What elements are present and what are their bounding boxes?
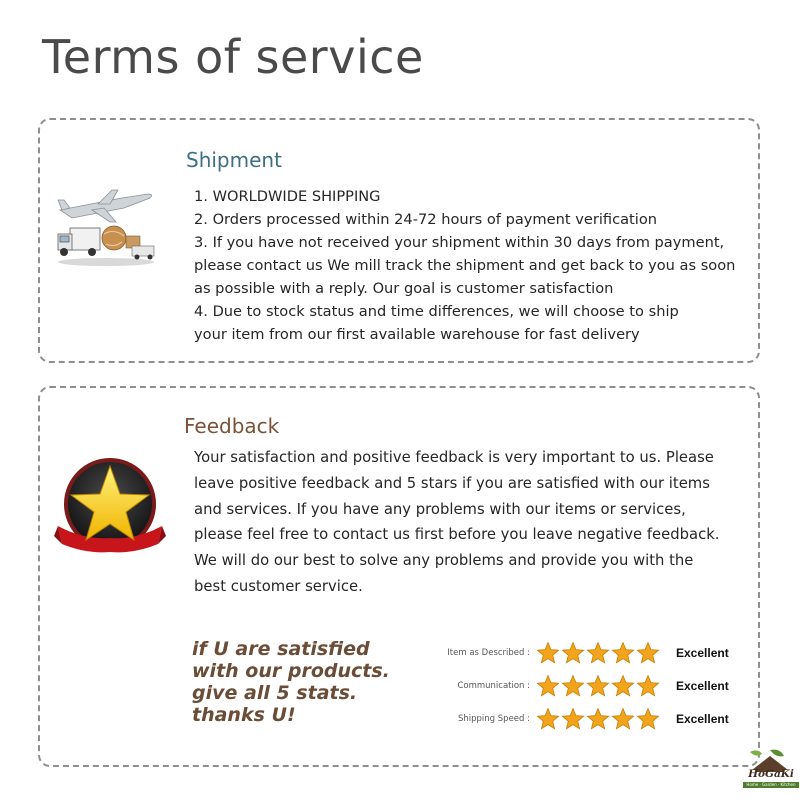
- star-icon: [586, 674, 610, 698]
- feedback-slogan: [192, 638, 390, 726]
- shipment-line: your item from our first available warehouse for fast delivery: [194, 326, 640, 343]
- rating-row-communication: [432, 669, 742, 702]
- slogan-line: with our products.: [192, 660, 390, 682]
- seller-ratings: [432, 636, 742, 735]
- slogan-line: thanks U!: [192, 704, 296, 726]
- shipment-line: 4. Due to stock status and time differences, we will choose to ship: [194, 303, 679, 320]
- rating-label: Communication :: [457, 680, 530, 691]
- star-icon: [636, 674, 660, 698]
- star-icon: [561, 674, 585, 698]
- rating-row-shipping-speed: [432, 702, 742, 735]
- rating-value: Excellent: [676, 678, 729, 693]
- feedback-line: please feel free to contact us first before you leave negative feedback.: [194, 526, 720, 544]
- slogan-line: give all 5 stats.: [192, 682, 358, 704]
- rating-row-item-as-described: [432, 636, 742, 669]
- feedback-line: Your satisfaction and positive feedback is very important to us. Please: [194, 449, 714, 466]
- star-icon: [536, 707, 560, 731]
- star-icon: [636, 707, 660, 731]
- rating-stars: [536, 707, 664, 731]
- star-icon: [611, 641, 635, 665]
- rating-value: Excellent: [676, 711, 729, 726]
- shipment-section: [38, 118, 760, 363]
- feedback-paragraph: [194, 445, 734, 600]
- star-icon: [586, 707, 610, 731]
- page-title: Terms of service: [42, 30, 424, 84]
- shipment-line: please contact us We mill track the shipment and get back to you as soon: [194, 257, 736, 274]
- feedback-title: Feedback: [184, 414, 280, 438]
- shipment-line: 3. If you have not received your shipment within 30 days from payment,: [194, 234, 725, 251]
- shipping-transport-icon: [52, 188, 158, 268]
- shipment-line: 1. WORLDWIDE SHIPPING: [194, 188, 381, 205]
- brand-tagline: Home · Garden · Kitchen: [743, 782, 799, 788]
- shipment-line: as possible with a reply. Our goal is customer satisfaction: [194, 280, 614, 297]
- star-icon: [536, 641, 560, 665]
- star-icon: [536, 674, 560, 698]
- shipment-line: 2. Orders processed within 24-72 hours of payment verification: [194, 211, 657, 228]
- shipment-title: Shipment: [186, 148, 282, 172]
- star-icon: [611, 674, 635, 698]
- feedback-section: [38, 386, 760, 767]
- rating-stars: [536, 674, 664, 698]
- rating-value: Excellent: [676, 645, 729, 660]
- slogan-line: if U are satisfied: [192, 638, 370, 660]
- feedback-line: and services. If you have any problems with our items or services,: [194, 500, 686, 518]
- star-icon: [586, 641, 610, 665]
- feedback-line: We will do our best to solve any problems and provide you with the: [194, 552, 694, 570]
- star-icon: [561, 641, 585, 665]
- star-icon: [561, 707, 585, 731]
- brand-name: HoGaKi: [748, 768, 794, 780]
- star-icon: [636, 641, 660, 665]
- shipment-terms-list: [194, 185, 754, 346]
- rating-label: Shipping Speed :: [458, 713, 530, 724]
- feedback-line: leave positive feedback and 5 stars if you are satisfied with our items: [194, 474, 710, 492]
- gold-star-badge-icon: [54, 454, 166, 566]
- rating-stars: [536, 641, 664, 665]
- feedback-line: best customer service.: [194, 577, 363, 595]
- star-icon: [611, 707, 635, 731]
- rating-label: Item as Described :: [447, 647, 530, 658]
